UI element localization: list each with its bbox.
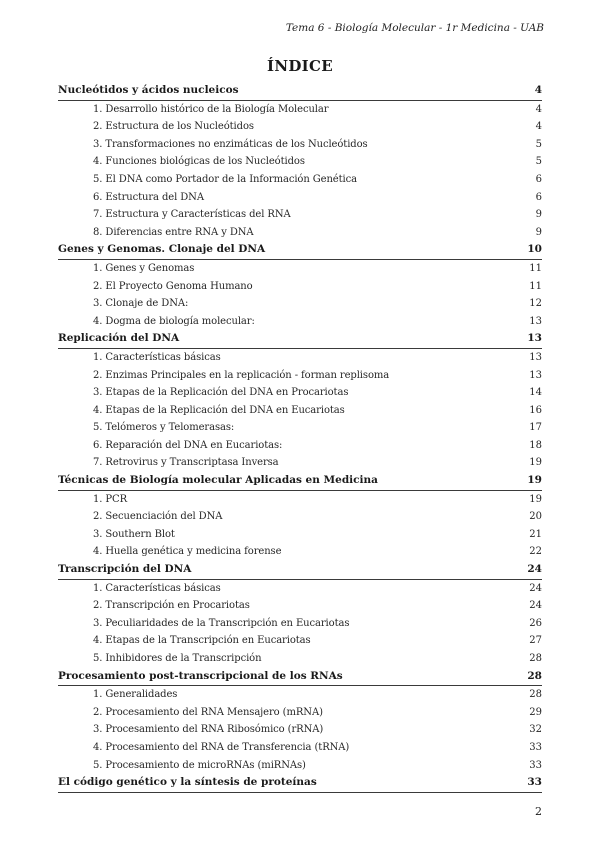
toc-item-entry[interactable] (58, 367, 542, 385)
toc-item-title: 1. Características básicas (93, 582, 221, 594)
toc-item-page: 33 (529, 759, 542, 771)
toc-item-title: 5. El DNA como Portador de la Información Genética (93, 173, 358, 185)
toc-item-entry[interactable] (58, 206, 542, 224)
running-header: Tema 6 - Biología Molecular - 1r Medicina - UAB (285, 22, 544, 34)
page-title: ÍNDICE (267, 57, 333, 75)
toc-item-title: 3. Southern Blot (93, 528, 175, 540)
toc-item-page: 16 (529, 404, 542, 416)
toc-item-title: 4. Huella genética y medicina forense (93, 546, 282, 558)
toc-item-title: 4. Dogma de biología molecular: (93, 315, 255, 327)
toc-item-title: 2. El Proyecto Genoma Humano (93, 280, 253, 292)
toc-item-page: 18 (529, 439, 542, 451)
toc-section-entry[interactable] (58, 241, 542, 260)
toc-item-page: 33 (529, 741, 542, 753)
toc-item-page: 5 (535, 156, 542, 168)
toc-item-entry[interactable] (58, 313, 542, 331)
toc-item-entry[interactable] (58, 543, 542, 561)
toc-item-page: 9 (535, 209, 542, 221)
toc-section-entry[interactable] (58, 561, 542, 580)
toc-section-page: 10 (527, 243, 542, 256)
toc-section-page: 33 (527, 776, 542, 789)
toc-item-entry[interactable] (58, 508, 542, 526)
toc-item-title: 2. Enzimas Principales en la replicación - forman replisoma (93, 369, 390, 381)
toc-section-entry[interactable] (58, 774, 542, 793)
toc-item-entry[interactable] (58, 402, 542, 420)
toc-section-title: Nucleótidos y ácidos nucleicos (58, 84, 239, 96)
toc-item-title: 5. Telómeros y Telomerasas: (93, 422, 235, 434)
toc-section-title: Procesamiento post-transcripcional de los RNAs (58, 669, 343, 682)
toc-item-page: 22 (529, 546, 542, 558)
toc-item-title: 3. Etapas de la Replicación del DNA en Procariotas (93, 387, 349, 399)
toc-item-title: 6. Reparación del DNA en Eucariotas: (93, 439, 283, 451)
toc-section-title: Genes y Genomas. Clonaje del DNA (58, 243, 266, 256)
toc-item-entry[interactable] (58, 632, 542, 650)
toc-item-page: 28 (529, 653, 542, 664)
toc-item-entry[interactable] (58, 189, 542, 207)
toc-section-page: 24 (527, 563, 542, 576)
toc-item-page: 19 (529, 493, 542, 505)
toc-item-entry[interactable] (58, 739, 542, 757)
toc-item-title: 2. Estructura de los Nucleótidos (93, 121, 254, 133)
toc-item-page: 9 (535, 226, 542, 238)
toc-item-page: 13 (529, 351, 542, 363)
toc-item-entry[interactable] (58, 757, 542, 775)
toc-item-title: 4. Procesamiento del RNA de Transferencia (tRNA) (93, 741, 350, 753)
toc-item-entry[interactable] (58, 349, 542, 367)
toc-item-page: 13 (529, 315, 542, 327)
toc-item-page: 5 (535, 138, 542, 150)
toc-item-title: 1. Genes y Genomas (93, 262, 195, 274)
toc-item-title: 6. Estructura del DNA (93, 191, 204, 203)
toc-item-title: 5. Procesamiento de microRNAs (miRNAs) (93, 759, 306, 771)
toc-item-title: 1. Desarrollo histórico de la Biología Molecular (93, 103, 329, 115)
toc-item-page: 19 (529, 457, 542, 469)
toc-item-page: 28 (529, 689, 542, 701)
toc-item-page: 32 (529, 724, 542, 736)
toc-item-page: 26 (529, 617, 542, 629)
toc-item-entry[interactable] (58, 597, 542, 615)
toc-item-page: 20 (529, 511, 542, 523)
toc-item-title: 3. Procesamiento del RNA Ribosómico (rRNA) (93, 724, 324, 736)
toc-section-entry[interactable] (58, 472, 542, 491)
toc-section-entry[interactable] (58, 330, 542, 349)
toc-item-title: 3. Peculiaridades de la Transcripción en Eucariotas (93, 617, 350, 629)
toc-item-title: 8. Diferencias entre RNA y DNA (93, 226, 254, 238)
toc-item-title: 4. Etapas de la Transcripción en Eucariotas (93, 635, 311, 647)
toc-item-page: 27 (529, 635, 542, 647)
toc-item-title: 5. Inhibidores de la Transcripción (93, 653, 262, 664)
toc-section-page: 13 (527, 332, 542, 345)
toc-item-title: 1. PCR (93, 493, 128, 505)
toc-item-entry[interactable] (58, 136, 542, 154)
toc-item-page: 4 (535, 103, 542, 115)
toc-item-title: 7. Retrovirus y Transcriptasa Inversa (93, 457, 279, 469)
toc-item-title: 2. Procesamiento del RNA Mensajero (mRNA) (93, 706, 323, 718)
toc-section-title: Técnicas de Biología molecular Aplicadas en Medicina (58, 474, 378, 487)
toc-item-title: 2. Secuenciación del DNA (93, 511, 223, 523)
toc-section-title: El código genético y la síntesis de proteínas (58, 776, 317, 789)
toc-item-page: 21 (529, 528, 542, 540)
toc-item-entry[interactable] (58, 118, 542, 136)
toc-item-entry[interactable] (58, 153, 542, 171)
page-number: 2 (535, 805, 542, 818)
toc-item-entry[interactable] (58, 260, 542, 278)
table-of-contents (58, 82, 542, 793)
toc-item-page: 24 (529, 600, 542, 612)
toc-item-page: 6 (535, 191, 542, 203)
toc-item-page: 6 (535, 173, 542, 185)
toc-item-entry[interactable] (58, 224, 542, 242)
toc-section-page: 19 (527, 474, 542, 487)
toc-item-title: 4. Funciones biológicas de los Nucleótidos (93, 156, 305, 168)
toc-item-page: 29 (529, 706, 542, 718)
toc-item-title: 4. Etapas de la Replicación del DNA en Eucariotas (93, 404, 345, 416)
toc-item-title: 1. Características básicas (93, 351, 221, 363)
toc-item-entry[interactable] (58, 384, 542, 402)
toc-item-entry[interactable] (58, 295, 542, 313)
toc-item-title: 2. Transcripción en Procariotas (93, 600, 250, 612)
toc-item-title: 3. Transformaciones no enzimáticas de los Nucleótidos (93, 138, 368, 150)
toc-section-entry[interactable] (58, 82, 542, 101)
toc-item-title: 1. Generalidades (93, 689, 178, 701)
toc-item-entry[interactable] (58, 650, 542, 668)
toc-item-title: 3. Clonaje de DNA: (93, 298, 189, 310)
toc-item-title: 7. Estructura y Características del RNA (93, 209, 291, 221)
toc-section-title: Transcripción del DNA (58, 563, 192, 576)
toc-item-entry[interactable] (58, 101, 542, 119)
toc-item-entry[interactable] (58, 580, 542, 598)
toc-item-page: 11 (529, 280, 542, 292)
toc-section-page: 4 (534, 84, 542, 96)
toc-item-page: 24 (529, 582, 542, 594)
toc-item-entry[interactable] (58, 454, 542, 472)
toc-item-page: 12 (529, 298, 542, 310)
toc-item-page: 13 (529, 369, 542, 381)
toc-section-title: Replicación del DNA (58, 332, 180, 345)
toc-item-page: 14 (529, 387, 542, 399)
toc-item-page: 11 (529, 262, 542, 274)
toc-item-entry[interactable] (58, 419, 542, 437)
toc-item-entry[interactable] (58, 491, 542, 509)
toc-item-entry[interactable] (58, 526, 542, 544)
toc-item-entry[interactable] (58, 704, 542, 722)
toc-item-entry[interactable] (58, 278, 542, 296)
toc-item-entry[interactable] (58, 437, 542, 455)
toc-section-entry[interactable] (58, 668, 542, 687)
toc-item-page: 17 (529, 422, 542, 434)
toc-item-entry[interactable] (58, 615, 542, 633)
toc-item-entry[interactable] (58, 171, 542, 189)
toc-item-entry[interactable] (58, 721, 542, 739)
toc-item-page: 4 (535, 121, 542, 133)
toc-section-page: 28 (527, 669, 542, 682)
toc-item-entry[interactable] (58, 686, 542, 704)
